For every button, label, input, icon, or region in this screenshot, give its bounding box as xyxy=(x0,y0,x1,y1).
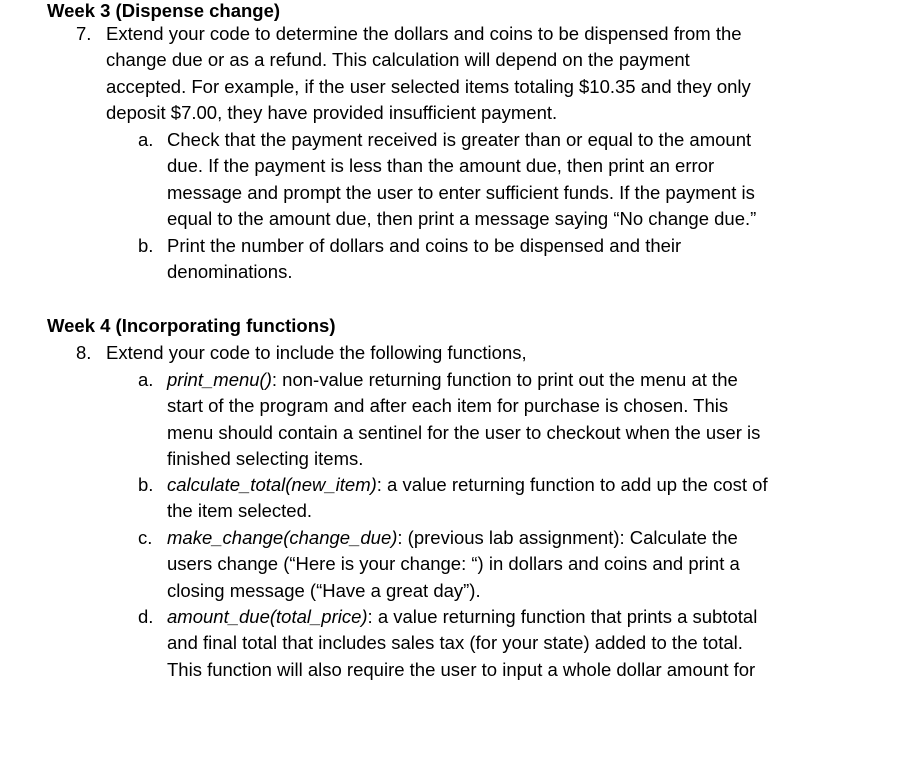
item-7-line-1: Extend your code to determine the dollars and coins to be dispensed from the xyxy=(106,23,742,44)
function-name-calculate-total: calculate_total(new_item) xyxy=(167,474,377,495)
item-8a-line-4: finished selecting items. xyxy=(167,448,364,470)
item-8c-line-2: users change (“Here is your change: “) in dollars and coins and print a xyxy=(167,553,740,575)
week4-heading: Week 4 (Incorporating functions) xyxy=(47,315,336,336)
item-7a-line-2: due. If the payment is less than the amount due, then print an error xyxy=(167,155,715,177)
item-8b-line-1-rest: : a value returning function to add up the cost of xyxy=(376,474,768,495)
item-8a-line-1-rest: : non-value returning function to print out the menu at the xyxy=(271,369,738,390)
item-8a-marker: a. xyxy=(138,369,154,390)
item-7-number: 7. xyxy=(76,23,92,44)
item-8-text xyxy=(106,340,527,366)
item-8c-line-1 xyxy=(167,525,740,551)
item-7b-line-1: Print the number of dollars and coins to be dispensed and their xyxy=(167,235,682,256)
item-7a-line-4: equal to the amount due, then print a message saying “No change due.” xyxy=(167,208,757,230)
item-8d-line-1 xyxy=(167,604,757,630)
item-8c-marker: c. xyxy=(138,527,153,548)
item-8a-line-2: start of the program and after each item for purchase is chosen. This xyxy=(167,395,729,417)
week3-heading: Week 3 (Dispense change) xyxy=(47,0,281,21)
item-7b-text xyxy=(167,233,681,286)
item-7-line-2: change due or as a refund. This calculation will depend on the payment xyxy=(106,49,690,71)
function-name-print-menu: print_menu() xyxy=(167,369,272,390)
item-8d-line-1-rest: : a value returning function that prints a subtotal xyxy=(367,606,758,627)
item-8a-line-1 xyxy=(167,367,760,393)
item-8c-line-1-rest: : (previous lab assignment): Calculate the xyxy=(397,527,738,548)
item-8c-line-3: closing message (“Have a great day”). xyxy=(167,579,481,601)
item-8b-line-2: the item selected. xyxy=(167,500,312,522)
item-7a-line-3: message and prompt the user to enter sufficient funds. If the payment is xyxy=(167,181,755,203)
item-8d-text xyxy=(167,604,757,683)
item-8c-text xyxy=(167,525,740,604)
item-7b-marker: b. xyxy=(138,235,154,256)
function-name-amount-due: amount_due(total_price) xyxy=(167,606,368,627)
item-7a-line-1: Check that the payment received is greater than or equal to the amount xyxy=(167,129,752,150)
item-8-line-1: Extend your code to include the following functions, xyxy=(106,342,527,363)
item-8a-text xyxy=(167,367,760,473)
item-8b-text xyxy=(167,472,768,525)
item-7-line-4: deposit $7.00, they have provided insufficient payment. xyxy=(106,102,558,124)
item-8d-line-3: This function will also require the user to input a whole dollar amount for xyxy=(167,658,756,680)
item-8-number: 8. xyxy=(76,342,92,363)
item-7-text xyxy=(106,21,751,127)
item-8a-line-3: menu should contain a sentinel for the user to checkout when the user is xyxy=(167,421,761,443)
item-8d-line-2: and final total that includes sales tax (for your state) added to the total. xyxy=(167,632,743,654)
item-8b-line-1 xyxy=(167,472,768,498)
item-8d-marker: d. xyxy=(138,606,154,627)
function-name-make-change: make_change(change_due) xyxy=(167,527,398,548)
item-7b-line-2: denominations. xyxy=(167,261,293,283)
item-7a-text xyxy=(167,127,756,233)
item-8b-marker: b. xyxy=(138,474,154,495)
item-7-line-3: accepted. For example, if the user selected items totaling $10.35 and they only xyxy=(106,75,751,97)
item-7a-marker: a. xyxy=(138,129,154,150)
